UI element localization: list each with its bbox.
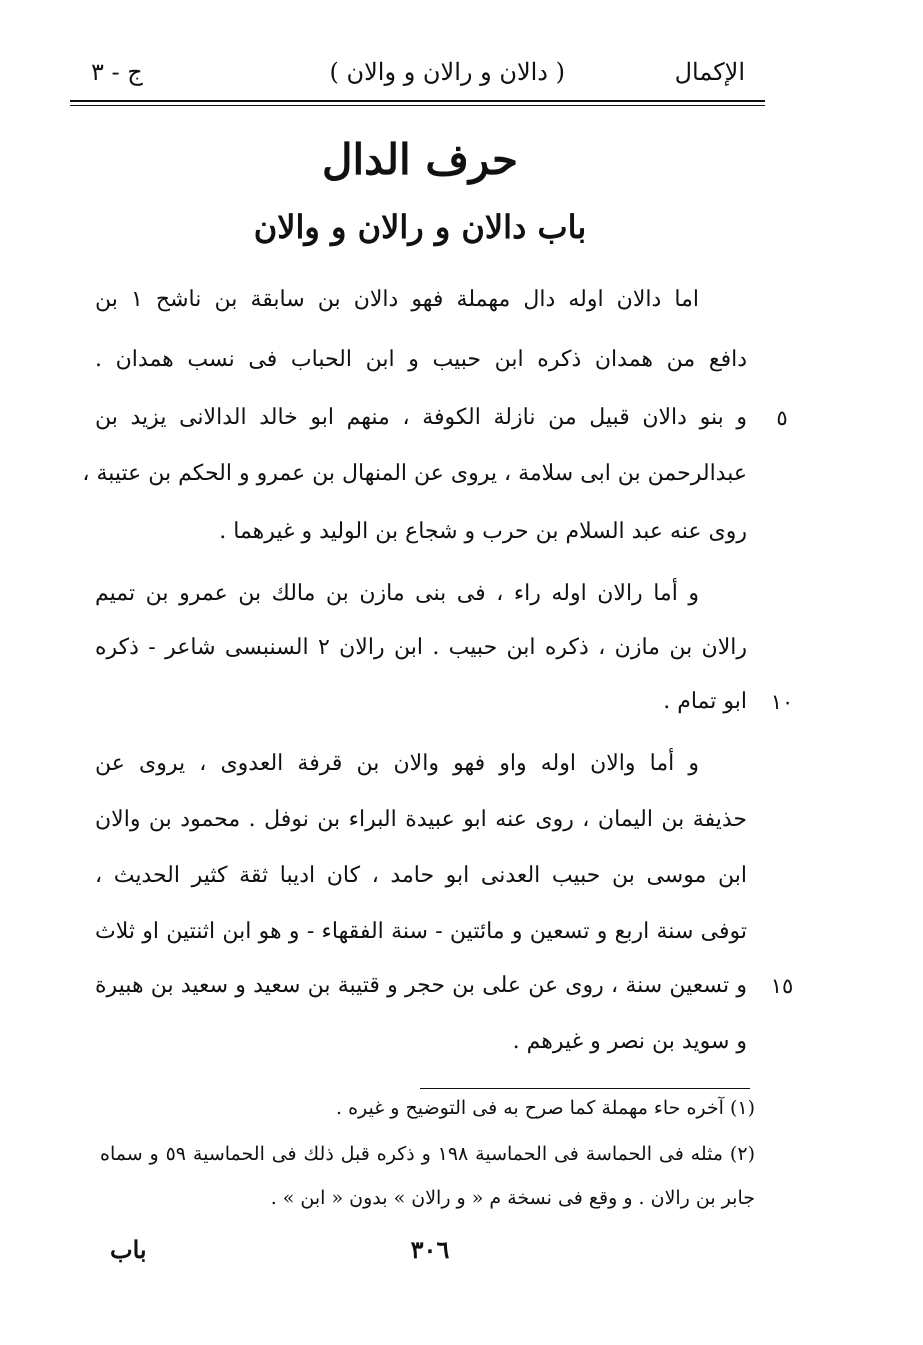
body-line: اما دالان اوله دال مهملة فهو دالان بن سابقة بن ناشح ١ بن	[95, 287, 699, 312]
line-number: ٥	[776, 406, 788, 430]
catchword: باب	[110, 1235, 147, 1264]
footnote: جابر بن رالان . و وقع فى نسخة م « و رالان » بدون « ابن » .	[270, 1187, 755, 1209]
body-line: دافع من همدان ذكره ابن حبيب و ابن الحباب فى نسب همدان .	[95, 347, 747, 372]
line-number: ١٥	[770, 974, 794, 998]
chapter-title: باب دالان و رالان و والان	[253, 208, 587, 246]
body-line: روى عنه عبد السلام بن حرب و شجاع بن الوليد و غيرهما .	[219, 519, 747, 544]
running-head	[85, 52, 765, 92]
body-line: و تسعين سنة ، روى عن على بن حجر و قتيبة بن سعيد و سعيد بن هبيرة	[95, 973, 747, 998]
line-number: ١٠	[770, 690, 794, 714]
body-line: توفى سنة اربع و تسعين و مائتين - سنة الفقهاء - و هو ابن اثنتين او ثلاث	[95, 919, 747, 944]
body-line: و بنو دالان قبيل من نازلة الكوفة ، منهم ابو خالد الدالانى يزيد بن	[95, 405, 747, 430]
section-title: حرف الدال	[322, 135, 518, 184]
footnote: (٢) مثله فى الحماسة فى الحماسية ١٩٨ و ذكره قبل ذلك فى الحماسية ٥٩ و سماه	[100, 1143, 755, 1165]
body-line: و أما والان اوله واو فهو والان بن قرفة العدوى ، يروى عن	[95, 751, 699, 776]
body-line: عبدالرحمن بن ابى سلامة ، يروى عن المنهال بن عمرو و الحكم بن عتيبة ،	[82, 461, 747, 486]
page-number: ٣٠٦	[410, 1235, 450, 1264]
body-line: حذيفة بن اليمان ، روى عنه ابو عبيدة البراء بن نوفل . محمود بن والان	[95, 807, 747, 832]
body-line: ابن موسى بن حبيب العدنى ابو حامد ، كان اديبا ثقة كثير الحديث ،	[95, 863, 747, 888]
footnote-rule	[420, 1088, 750, 1089]
header-rule-thin	[70, 105, 765, 106]
body-line: رالان بن مازن ، ذكره ابن حبيب . ابن رالان ٢ السنبسى شاعر - ذكره	[95, 635, 747, 660]
footnote: (١) آخره حاء مهملة كما صرح به فى التوضيح و غيره .	[336, 1097, 755, 1119]
running-head-volume: ج - ٣	[91, 58, 143, 86]
running-head-chapter: ( دالان و رالان و والان )	[329, 58, 565, 86]
body-line: ابو تمام .	[663, 689, 747, 714]
running-head-book-title: الإكمال	[674, 58, 745, 86]
body-line: و سويد بن نصر و غيرهم .	[512, 1029, 747, 1054]
body-line: و أما رالان اوله راء ، فى بنى مازن بن مالك بن عمرو بن تميم	[95, 581, 699, 606]
header-rule-thick	[70, 100, 765, 102]
